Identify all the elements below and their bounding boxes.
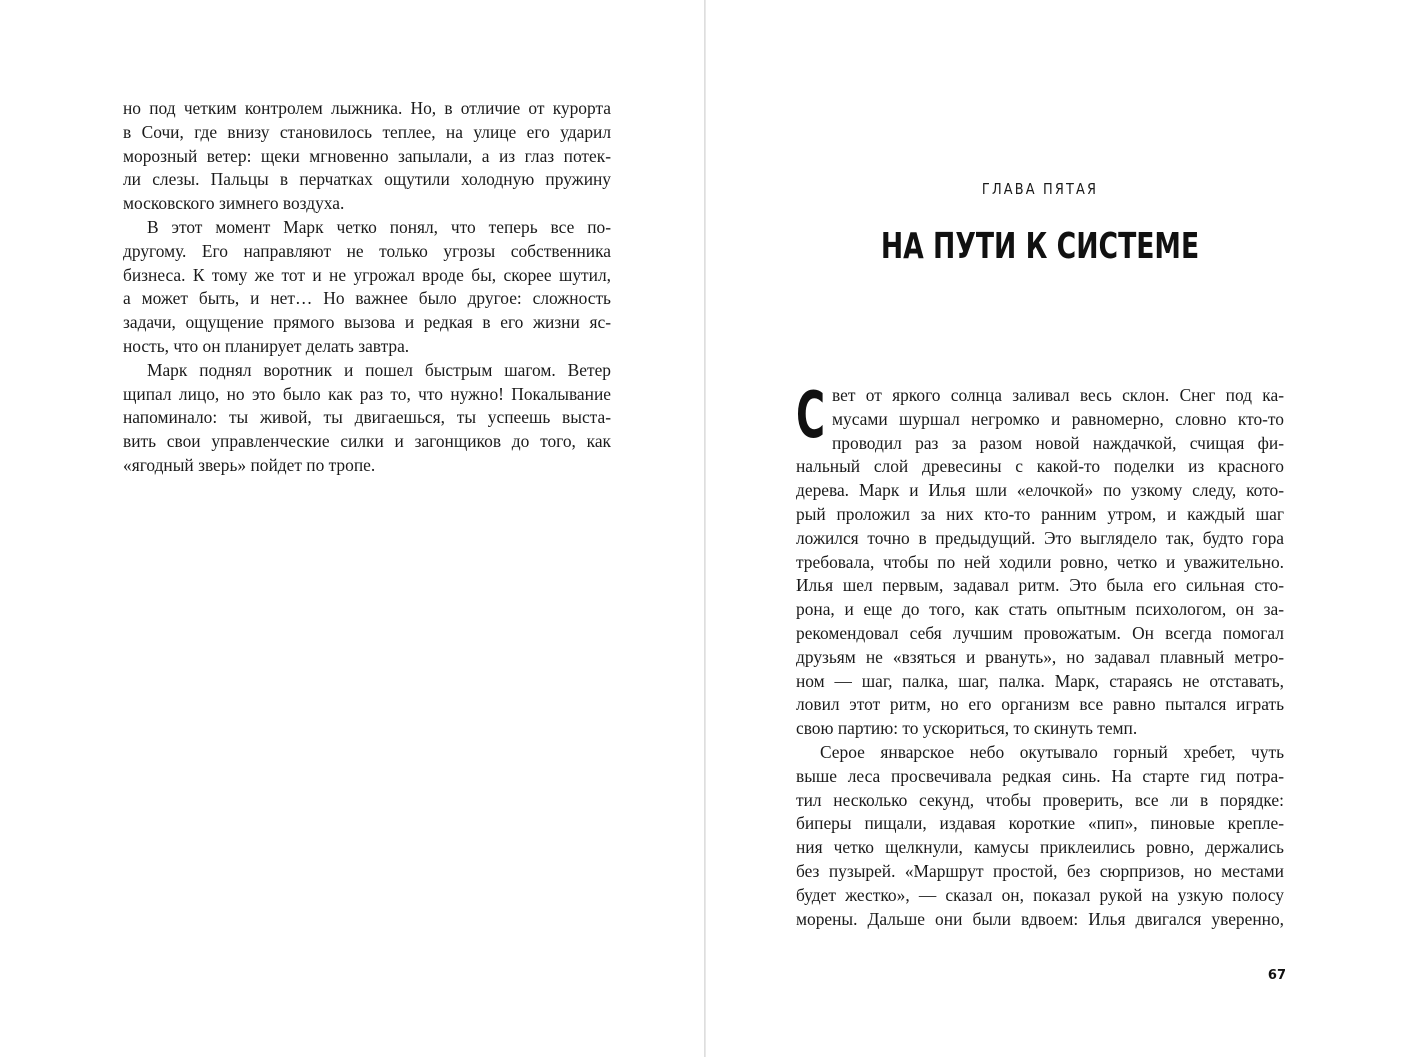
body-line: ли слезы. Пальцы в перчатках ощутили холодную пружину (123, 169, 611, 190)
right-page-body (796, 384, 1284, 931)
body-line: рый проложил за них кто-то ранним утром, и каждый шаг (796, 503, 1284, 524)
left-page-body (123, 97, 611, 478)
chapter-title: НА ПУТИ К СИСТЕМЕ (880, 226, 1200, 267)
body-line: бизнеса. К тому же тот и не угрожал вроде бы, скорее шутил, (123, 264, 611, 285)
body-line: друзьям не «взяться и рвануть», но задавал плавный метро- (796, 646, 1284, 667)
body-line: вить свои управленческие силки и загонщиков до того, как (123, 431, 611, 452)
body-line: задачи, ощущение прямого вызова и редкая в его жизни яс- (123, 312, 611, 333)
body-line: «ягодный зверь» пойдет по тропе. (123, 454, 376, 475)
book-gutter (704, 0, 706, 1057)
body-line: ловил этот ритм, но его организм все равно пытался играть (796, 694, 1284, 715)
body-line: щипал лицо, но это было как раз то, что нужно! Покалывание (123, 383, 611, 404)
body-line: будет жестко», — сказал он, показал рукой на узкую полосу (796, 884, 1284, 905)
body-line: другому. Его направляют не только угрозы собственника (123, 240, 611, 261)
body-line: ния четко щелкнули, камусы приклеились ровно, держались (796, 837, 1284, 858)
body-line: Серое январское небо окутывало горный хребет, чуть (820, 741, 1284, 762)
body-line: свою партию: то ускориться, то скинуть темп. (796, 718, 1138, 739)
body-line: Марк поднял воротник и пошел быстрым шагом. Ветер (147, 359, 611, 380)
body-line: тил несколько секунд, чтобы проверить, все ли в порядке: (796, 789, 1284, 810)
body-line: морены. Дальше они были вдвоем: Илья двигался уверенно, (796, 908, 1284, 929)
body-line: выше леса просвечивала редкая синь. На старте гид потра- (796, 765, 1284, 786)
body-line: ность, что он планирует делать завтра. (123, 335, 410, 356)
body-line: проводил раз за разом новой наждачкой, счищая фи- (832, 432, 1284, 453)
body-line: но под четким контролем лыжника. Но, в отличие от курорта (123, 98, 611, 118)
body-line: требовала, чтобы по ней ходили ровно, четко и уважительно. (796, 551, 1284, 572)
body-line: московского зимнего воздуха. (123, 193, 345, 214)
body-line: ном — шаг, палка, шаг, палка. Марк, стараясь не отставать, (796, 670, 1284, 691)
chapter-label: ГЛАВА ПЯТАЯ (981, 180, 1099, 198)
body-line: В этот момент Марк четко понял, что теперь все по- (147, 216, 611, 237)
body-line: напоминало: ты живой, ты двигаешься, ты успеешь выста- (123, 407, 611, 428)
body-line: Илья шел первым, задавал ритм. Это была его сильная сто- (796, 575, 1284, 596)
body-line: ложился точно в предыдущий. Это выглядело так, будто гора (796, 527, 1284, 548)
body-line: в Сочи, где внизу становилось теплее, на улице его ударил (123, 121, 611, 142)
body-line: морозный ветер: щеки мгновенно запылали, а из глаз потек- (123, 145, 611, 166)
page-number: 67 (1267, 968, 1286, 983)
body-line: биперы пищали, издавая короткие «пип», пиновые крепле- (796, 813, 1284, 834)
body-line: без пузырей. «Маршрут простой, без сюрпризов, но местами (796, 860, 1284, 881)
body-line: рона, и еще до того, как стать опытным психологом, он за- (796, 599, 1284, 620)
body-line: мусами шуршал негромко и равномерно, словно кто-то (832, 408, 1284, 429)
body-line: а может быть, и нет… Но важнее было другое: сложность (123, 288, 611, 309)
body-line: дерева. Марк и Илья шли «елочкой» по узкому следу, кото- (796, 480, 1284, 501)
body-line: вет от яркого солнца заливал весь склон. Снег под ка- (832, 385, 1284, 405)
drop-cap: С (796, 379, 826, 453)
body-line: рекомендовал себя лучшим провожатым. Он всегда помогал (796, 622, 1284, 643)
body-line: нальный слой древесины с какой-то поделки из красного (796, 456, 1284, 477)
